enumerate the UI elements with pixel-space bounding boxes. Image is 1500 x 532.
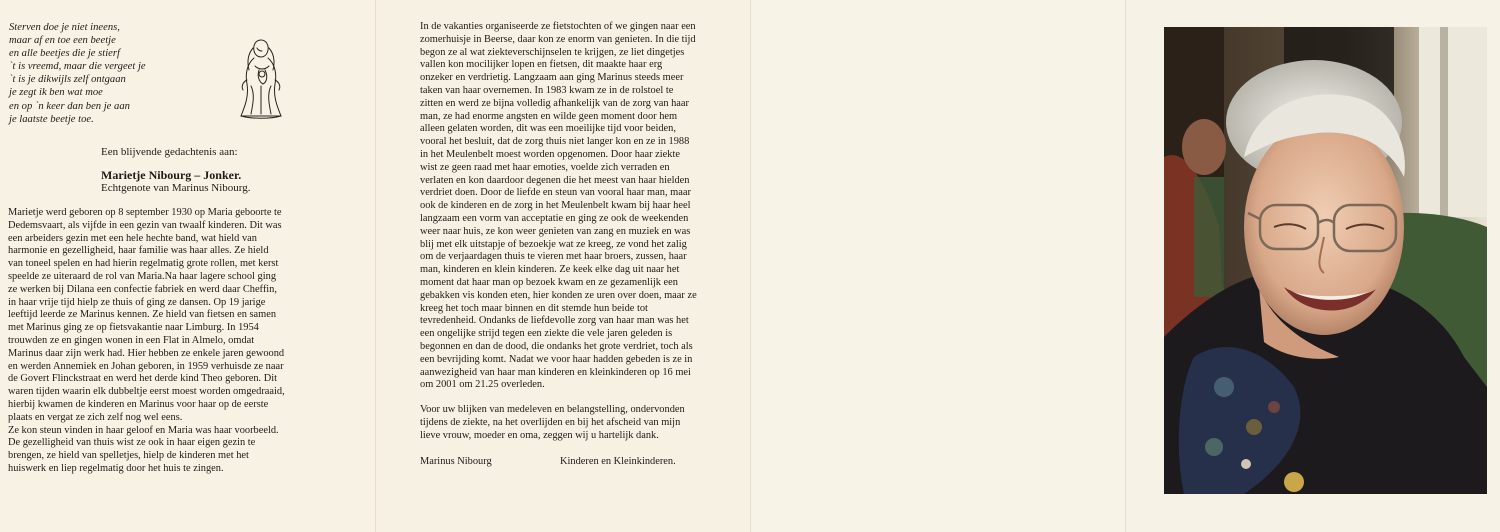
text-line: Marietje werd geboren op 8 september 1930 op Maria geboorte te	[8, 207, 282, 218]
text-line: Ze kon steun vinden in haar geloof en Maria was haar voorbeeld.	[8, 424, 279, 436]
poem-line: je zegt ik ben wat moe	[9, 87, 103, 99]
signature-husband: Marinus Nibourg	[420, 456, 492, 467]
deceased-name: Marietje Nibourg – Jonker.	[101, 168, 242, 182]
text-line: in het Meulenbelt moest worden opgenomen. Door haar ziekte	[420, 148, 680, 160]
text-line: plaats en vergat ze zich zelf nog wel eens.	[8, 411, 183, 423]
text-line: met Marinus ging ze op fietsvakantie naar Limburg. In 1954	[8, 322, 259, 334]
poem-line: Sterven doe je niet ineens,	[9, 22, 120, 33]
text-line: begonnen en dan de dood, die ondanks het grote verdriet, toch als	[420, 340, 693, 352]
text-line: wist ze geen raad met haar emoties, voelde zich verraden en	[420, 161, 670, 173]
text-line: om de verjaardagen thuis te vieren met haar broers, zussen, haar	[420, 251, 687, 263]
text-line: waren tijden waarin elk dubbeltje eerst moest worden omgedraaid,	[8, 386, 285, 398]
portrait-image	[1164, 27, 1487, 494]
text-line: vooral het besluit, dat de zorg thuis niet langer kon en ze in 1988	[420, 136, 690, 148]
text-line: aanwezigheid van haar man kinderen en kleinkinderen op 16 mei	[420, 366, 691, 378]
biography-paragraph	[8, 207, 368, 476]
text-line: blij met elk uitstapje of bezoekje wat ze kreeg, ze vond het zalig	[420, 238, 687, 250]
portrait-photo	[1164, 27, 1487, 494]
text-line: van toneel spelen en had hierin regelmatig grote rollen, met kerst	[8, 258, 279, 270]
poem	[9, 21, 219, 126]
text-line: tevredenheid. Ondanks de liefdevolle zorg van haar man was het	[420, 315, 689, 327]
fold-line	[375, 0, 376, 532]
text-line: In de vakanties organiseerde ze fietstochten of we gingen naar een	[420, 21, 696, 32]
spouse-line: Echtgenote van Marinus Nibourg.	[101, 182, 251, 194]
poem-line: en alle beetjes die je stierf	[9, 48, 120, 60]
text-line: Marinus daar zijn werk had. Hier hebben ze enkele jaren gewoond	[8, 347, 285, 359]
text-line: verdriet doen. Door de liefde en steun van vooral haar man, maar	[420, 187, 691, 199]
story-paragraph	[420, 21, 740, 392]
text-line: De gezelligheid van thuis wist ze ook in haar eigen gezin te	[8, 437, 256, 449]
text-line: in haar vrije tijd hielp ze thuis of ging ze dansen. Op 19 jarige	[8, 296, 266, 308]
text-line: vallen kon mocilijker lopen en fietsen, dit maakte haar erg	[420, 59, 663, 71]
thanks-paragraph	[420, 404, 740, 442]
fold-line	[750, 0, 751, 532]
text-line: trouwden ze en gingen wonen in een Flat in Almelo, omdat	[8, 334, 255, 346]
text-line: onzeker en verdrietig. Langzaam aan ging Marinus steeds meer	[420, 72, 684, 84]
text-line: gebakken vis konden eten, hier konden ze uren over doen, maar ze	[420, 289, 697, 301]
text-line: zomerhuisje in Beerse, daar kon ze enorm van genieten. In die tijd	[420, 33, 696, 45]
text-line: een ongelijke strijd tegen een ziekte die vele jaren geleden is	[420, 328, 673, 340]
poem-line: `t is je dikwijls zelf ontgaan	[9, 74, 126, 86]
text-line: ook de kinderen en de zorg in het Meulenbelt kwam bij haar heel	[420, 200, 691, 212]
text-line: begon ze al wat ziekteverschijnselen te krijgen, ze liet dingetjes	[420, 46, 685, 58]
text-line: alleen gelaten worden, dit was een moeilijke tijd voor beiden,	[420, 123, 676, 135]
text-line: lieve vrouw, moeder en oma, zeggen wij u hartelijk dank.	[420, 429, 659, 441]
text-line: hierbij kwamen de kinderen en Marinus voor haar op de eerste	[8, 398, 269, 410]
text-line: speelde ze uiteraard de rol van Maria.Na haar lagere school ging	[8, 270, 277, 282]
text-line: Voor uw blijken van medeleven en belangstelling, ondervonden	[420, 404, 685, 415]
text-line: huiswerk en liep regelmatig door het huis te zingen.	[8, 462, 224, 474]
text-line: een arbeiders gezin met een hele hechte band, wat hield van	[8, 232, 257, 244]
text-line: kreeg het toch maar binnen en dit stemde hun beide tot	[420, 302, 648, 314]
text-line: leeftijd leerde ze Marinus kennen. Ze hield van fietsen en samen	[8, 309, 277, 321]
text-line: de Govert Flinckstraat en werd het derde kind Theo geboren. Dit	[8, 373, 278, 385]
text-line: zitten en werd ze bijna volledig afhankelijk van de zorg van haar	[420, 97, 689, 109]
memorial-heading: Een blijvende gedachtenis aan:	[101, 146, 238, 158]
text-line: man, ze had enorme angsten en wilde geen moment door hem	[420, 110, 678, 122]
madonna-illustration	[233, 36, 289, 120]
text-line: harmonie en gezelligheid, haar familie was haar alles. Ze hield	[8, 245, 269, 257]
signature-family: Kinderen en Kleinkinderen.	[560, 456, 676, 467]
poem-line: en op `n keer dan ben je aan	[9, 100, 130, 112]
text-line: weer naar huis, ze kon weer genieten van zang en muziek en was	[420, 225, 691, 237]
poem-line: maar af en toe een beetje	[9, 35, 116, 47]
text-line: langzaam een vorm van acceptatie en ging ze ook de weekenden	[420, 212, 689, 224]
fold-line	[1125, 0, 1126, 532]
text-line: om 2001 om 21.25 overleden.	[420, 379, 545, 391]
text-line: Dedemsvaart, als vijfde in een gezin van twaalf kinderen. Dit was	[8, 219, 282, 231]
text-line: brengen, ze hield van spelletjes, hielp de kinderen met het	[8, 450, 249, 462]
text-line: taken van haar overnemen. In 1983 kwam ze in de rolstoel te	[420, 84, 674, 96]
card-panel-center-right	[750, 0, 1125, 532]
poem-line: je laatste beetje toe.	[9, 113, 94, 125]
text-line: tijdens de ziekte, na het overlijden en bij het afscheid van mijn	[420, 416, 681, 428]
text-line: een bevrijding komt. Nadat we voor haar hadden gebeden is ze in	[420, 353, 693, 365]
poem-line: `t is vreemd, maar die vergeet je	[9, 61, 146, 73]
text-line: ze werken bij Dilana een confectie fabriek en werd daar Cheffin,	[8, 283, 277, 295]
text-line: man, kinderen en klein kinderen. Ze keek elke dag uit naar het	[420, 264, 680, 276]
text-line: moment dat haar man op bezoek kwam en ze gezamenlijk een	[420, 276, 678, 288]
text-line: en werden Annemiek en Johan geboren, in 1959 verhuisde ze naar	[8, 360, 284, 372]
text-line: verlaten en kon daardoor degenen die het meest van haar hielden	[420, 174, 690, 186]
